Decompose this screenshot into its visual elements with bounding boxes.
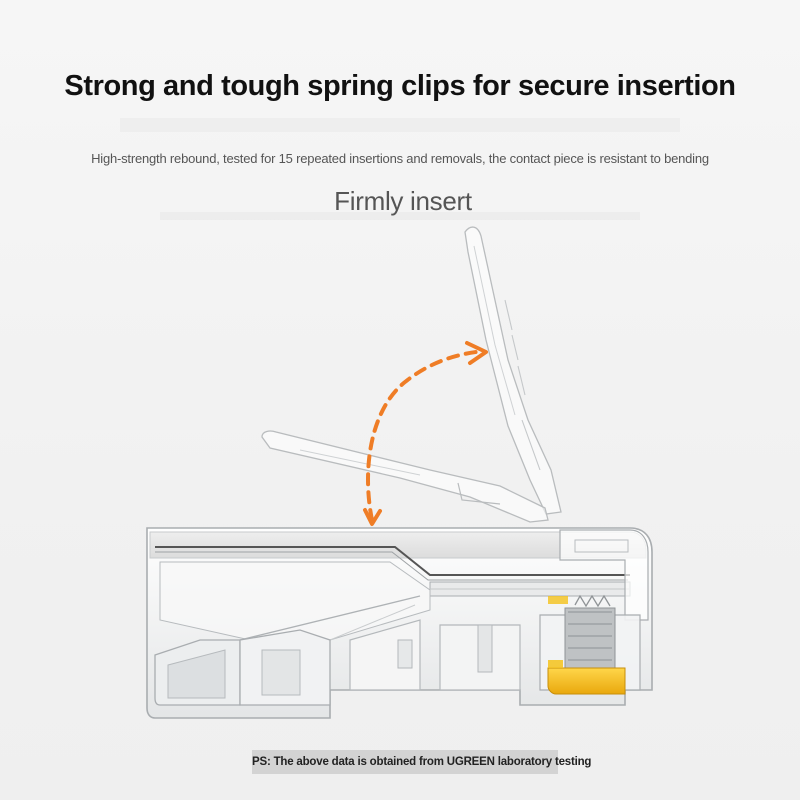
background-texture — [120, 118, 680, 220]
latch-lowered — [262, 431, 548, 522]
connector-body — [147, 528, 652, 718]
lab-testing-footnote: PS: The above data is obtained from UGREEN laboratory testing — [252, 750, 558, 774]
latch-raised — [465, 227, 561, 514]
page-title: Strong and tough spring clips for secure insertion — [64, 70, 736, 102]
gold-contact — [548, 668, 625, 694]
page-subtitle: High-strength rebound, tested for 15 repeated insertions and removals, the contact piece is resistant to bending — [91, 151, 709, 166]
insert-label: Firmly insert — [334, 186, 472, 216]
